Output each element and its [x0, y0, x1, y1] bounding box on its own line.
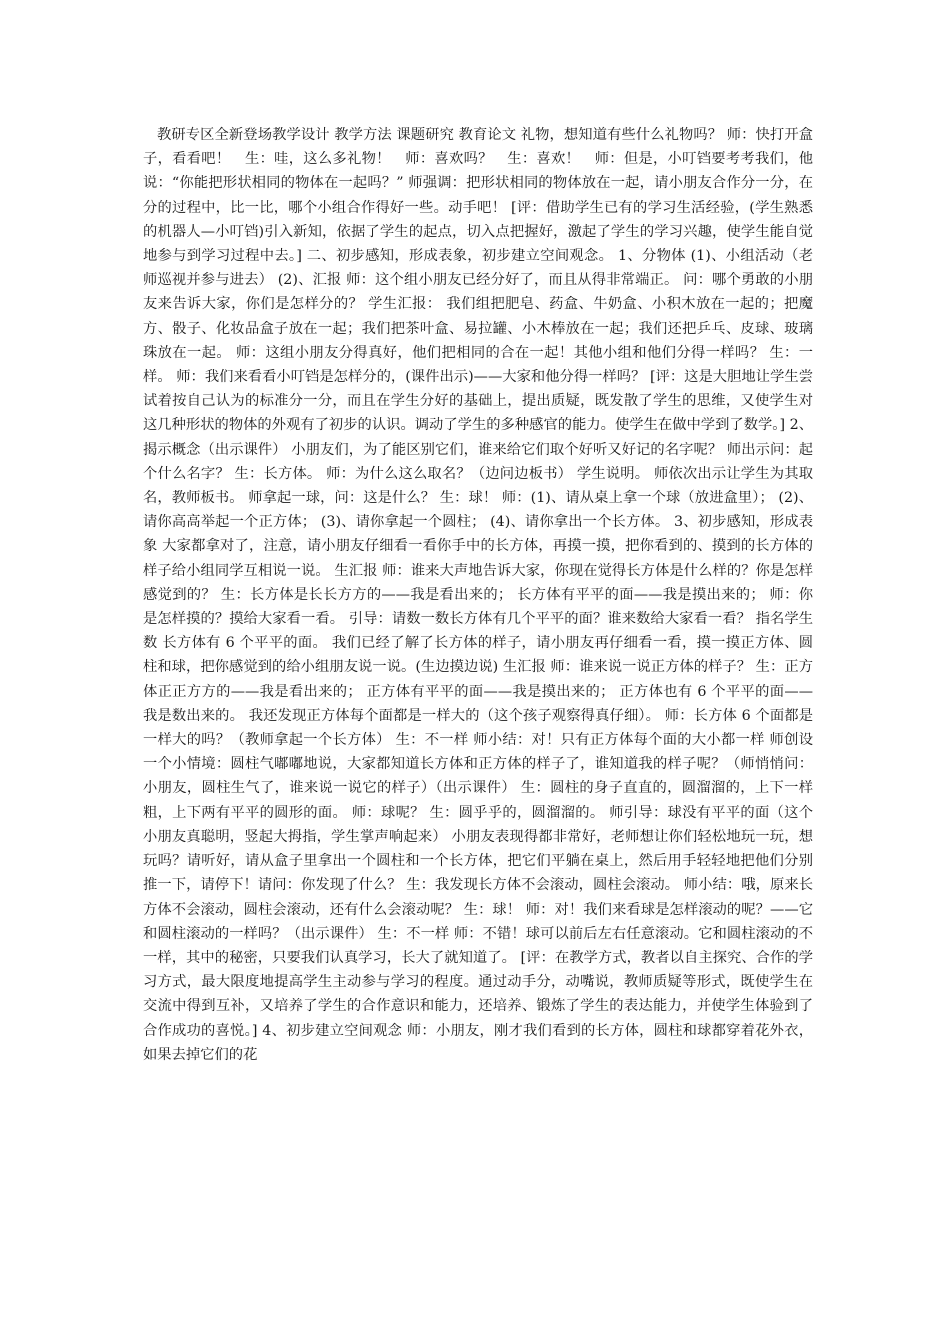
document-body-text: 教研专区全新登场教学设计 教学方法 课题研究 教育论文 礼物，想知道有些什么礼物吗？ 师：快打开盒子，看看吧！ 生：哇，这么多礼物！ 师：喜欢吗？ 生：喜欢！ 师：但是，小叮铛要考考我们，他说：“你能把形状相同的物体在一起吗？” 师强调：把形状相同的物体放在一起，请小朋友合作分一分，在分的过程中，比一比，哪个小组合作得好一些。动手吧！ [评：借助学生已有的学习生活经验，(学生熟悉的机器人—小叮铛)引入新知，依据了学生的起点，切入点把握好，激起了学生的学习兴趣，使学生能自觉地参与到学习过程中去。] 二、初步感知，形成表象，初步建立空间观念。 1、分物体 (1)、小组活动（老师巡视并参与进去） (2)、汇报 师：这个组小朋友已经分好了，而且从得非常端正。 问：哪个勇敢的小朋友来告诉大家，你们是怎样分的？ 学生汇报： 我们组把肥皂、药盒、牛奶盒、小积木放在一起的；把魔方、骰子、化妆品盒子放在一起；我们把茶叶盒、易拉罐、小木棒放在一起；我们还把乒乓、皮球、玻璃珠放在一起。 师：这组小朋友分得真好，他们把相同的合在一起！其他小组和他们分得一样吗？ 生：一样。 师：我们来看看小叮铛是怎样分的，(课件出示)——大家和他分得一样吗？ [评：这是大胆地让学生尝试着按自己认为的标准分一分，而且在学生分好的基础上，提出质疑，既发散了学生的思维，又使学生对这几种形状的物体的外观有了初步的认识。调动了学生的多种感官的能力。使学生在做中学到了数学。] 2、揭示概念（出示课件） 小朋友们，为了能区别它们，谁来给它们取个好听又好记的名字呢？ 师出示问：起个什么名字？ 生：长方体。 师：为什么这么取名？（边问边板书） 学生说明。 师依次出示让学生为其取名，教师板书。 师拿起一球，问：这是什么？ 生：球！ 师：(1)、请从桌上拿一个球（放进盒里）； (2)、请你高高举起一个正方体； (3)、请你拿起一个圆柱； (4)、请你拿出一个长方体。 3、初步感知，形成表象 大家都拿对了，注意，请小朋友仔细看一看你手中的长方体，再摸一摸，把你看到的、摸到的长方体的样子给小组同学互相说一说。 生汇报 师：谁来大声地告诉大家，你现在觉得长方体是什么样的？你是怎样感觉到的？ 生：长方体是长长方方的——我是看出来的； 长方体有平平的面——我是摸出来的； 师：你是怎样摸的？摸给大家看一看。 引导：请数一数长方体有几个平平的面？谁来数给大家看一看？ 指名学生数 长方体有 6 个平平的面。 我们已经了解了长方体的样子，请小朋友再仔细看一看，摸一摸正方体、圆柱和球，把你感觉到的给小组朋友说一说。(生边摸边说) 生汇报 师：谁来说一说正方体的样子？ 生：正方体正正方方的——我是看出来的； 正方体有平平的面——我是摸出来的； 正方体也有 6 个平平的面——我是数出来的。 我还发现正方体每个面都是一样大的（这个孩子观察得真仔细）。 师：长方体 6 个面都是一样大的吗？（教师拿起一个长方体） 生：不一样 师小结：对！只有正方体每个面的大小都一样 师创设一个小情境：圆柱气嘟嘟地说，大家都知道长方体和正方体的样子了，谁知道我的样子呢？（师悄悄问：小朋友，圆柱生气了，谁来说一说它的样子）（出示课件） 生：圆柱的身子直直的，圆溜溜的，上下一样粗，上下两有平平的圆形的面。 师：球呢？ 生：圆乎乎的，圆溜溜的。 师引导：球没有平平的面（这个小朋友真聪明，竖起大拇指，学生掌声响起来） 小朋友表现得都非常好，老师想让你们轻松地玩一玩，想玩吗？请听好，请从盒子里拿出一个圆柱和一个长方体，把它们平躺在桌上，然后用手轻轻地把他们分别推一下，请停下！请问：你发现了什么？ 生：我发现长方体不会滚动，圆柱会滚动。 师小结：哦，原来长方体不会滚动，圆柱会滚动，还有什么会滚动呢？ 生：球！ 师：对！我们来看球是怎样滚动的呢？——它和圆柱滚动的一样吗？（出示课件） 生：不一样 师：不错！球可以前后左右任意滚动。它和圆柱滚动的不一样，其中的秘密，只要我们认真学习，长大了就知道了。 [评：在教学方式，教者以自主探究、合作的学习方式，最大限度地提高学生主动参与学习的程度。通过动手分，动嘴说，教师质疑等形式，既使学生在交流中得到互补，又培养了学生的合作意识和能力，还培养、锻炼了学生的表达能力，并使学生体验到了合作成功的喜悦。] 4、初步建立空间观念 师：小朋友，刚才我们看到的长方体，圆柱和球都穿着花外衣，如果去掉它们的花 [143, 127, 813, 1063]
